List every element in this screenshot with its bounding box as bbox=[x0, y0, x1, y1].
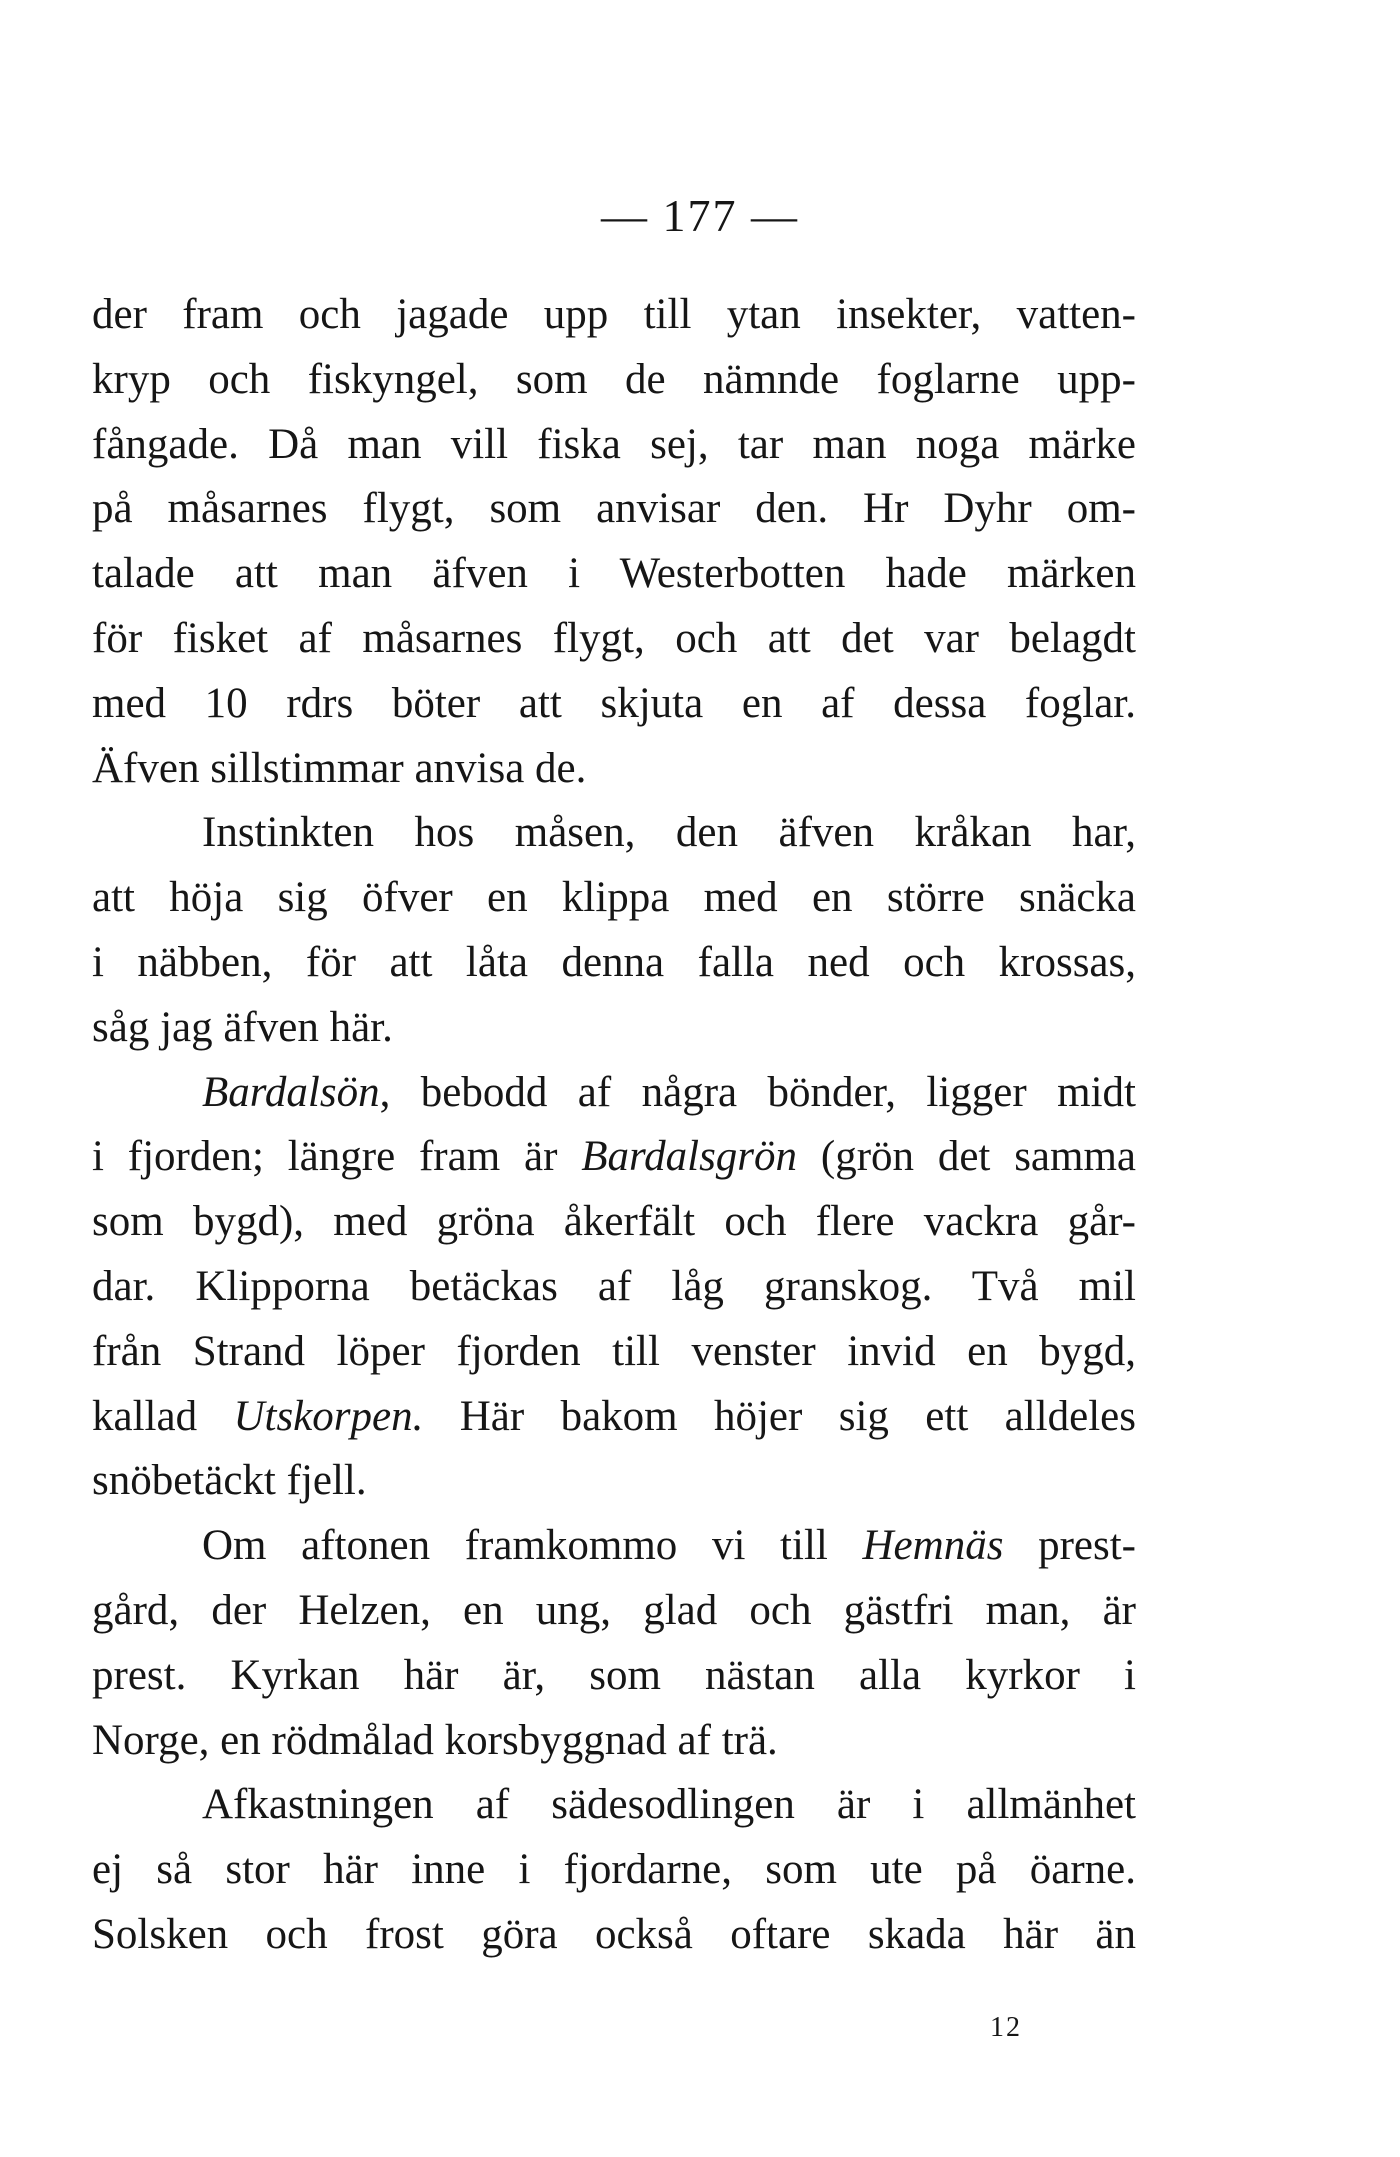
text-line bbox=[92, 1903, 1136, 1968]
text-segment: kallad bbox=[92, 1392, 234, 1440]
text-line bbox=[92, 1449, 1136, 1514]
text-line bbox=[92, 348, 1136, 413]
text-line bbox=[92, 1385, 1136, 1450]
text-line bbox=[92, 801, 1136, 866]
text-line bbox=[92, 607, 1136, 672]
italic-place-name: Hemnäs bbox=[862, 1522, 1004, 1570]
text-line bbox=[92, 1320, 1136, 1385]
text-line bbox=[92, 737, 1136, 802]
text-segment: talade att man äfven i Westerbotten hade märken bbox=[92, 550, 1136, 598]
text-line bbox=[92, 413, 1136, 478]
text-segment: Här bakom höjer sig ett alldeles bbox=[423, 1392, 1136, 1440]
text-line bbox=[92, 672, 1136, 737]
text-line bbox=[92, 1838, 1136, 1903]
text-line bbox=[92, 283, 1136, 348]
text-segment: i näbben, för att låta denna falla ned och krossas, bbox=[92, 938, 1136, 986]
text-line bbox=[92, 1644, 1136, 1709]
text-line bbox=[92, 542, 1136, 607]
text-segment: med 10 rdrs böter att skjuta en af dessa foglar. bbox=[92, 679, 1136, 727]
text-segment: ej så stor här inne i fjordarne, som ute på öarne. bbox=[92, 1846, 1136, 1894]
text-line bbox=[92, 996, 1136, 1061]
text-segment: prest. Kyrkan här är, som nästan alla kyrkor i bbox=[92, 1651, 1136, 1699]
text-segment: fångade. Då man vill fiska sej, tar man noga märke bbox=[92, 420, 1136, 468]
text-segment: Äfven sillstimmar anvisa de. bbox=[92, 744, 587, 792]
text-segment: Instinkten hos måsen, den äfven kråkan har, bbox=[202, 809, 1136, 857]
text-line bbox=[92, 1709, 1136, 1774]
text-segment: i fjorden; längre fram är bbox=[92, 1133, 582, 1181]
page-number: — 177 — bbox=[601, 190, 799, 241]
text-line bbox=[92, 1061, 1136, 1126]
italic-place-name: Utskorpen. bbox=[233, 1392, 424, 1440]
text-line bbox=[92, 1579, 1136, 1644]
text-segment: gård, der Helzen, en ung, glad och gästfri man, är bbox=[92, 1586, 1136, 1634]
text-line bbox=[92, 931, 1136, 996]
text-segment: kryp och fiskyngel, som de nämnde foglarne upp- bbox=[92, 355, 1136, 403]
body-text bbox=[92, 283, 1136, 1968]
text-segment: från Strand löper fjorden till venster invid en bygd, bbox=[92, 1327, 1136, 1375]
text-segment: prest- bbox=[1003, 1522, 1136, 1570]
text-segment: att höja sig öfver en klippa med en större snäcka bbox=[92, 874, 1136, 922]
text-segment: Solsken och frost göra också oftare skada här än bbox=[92, 1910, 1136, 1958]
text-segment: som bygd), med gröna åkerfält och flere vackra går- bbox=[92, 1198, 1136, 1246]
text-line bbox=[92, 1773, 1136, 1838]
italic-place-name: Bardalsgrön bbox=[581, 1133, 798, 1181]
text-line bbox=[92, 866, 1136, 931]
text-segment: , bebodd af några bönder, ligger midt bbox=[379, 1068, 1136, 1116]
text-segment: för fisket af måsarnes flygt, och att det var belagdt bbox=[92, 614, 1136, 662]
signature-mark: 12 bbox=[990, 2012, 1022, 2043]
text-segment: der fram och jagade upp till ytan insekter, vatten- bbox=[92, 291, 1136, 338]
text-segment: Norge, en rödmålad korsbyggnad af trä. bbox=[92, 1716, 778, 1764]
text-segment: Om aftonen framkommo vi till bbox=[202, 1522, 863, 1570]
text-line bbox=[92, 1190, 1136, 1255]
text-line bbox=[92, 1255, 1136, 1320]
text-segment: (grön det samma bbox=[797, 1133, 1136, 1181]
italic-place-name: Bardalsön bbox=[202, 1068, 380, 1116]
text-segment: på måsarnes flygt, som anvisar den. Hr Dyhr om- bbox=[92, 485, 1136, 533]
text-segment: Afkastningen af sädesodlingen är i allmänhet bbox=[202, 1781, 1136, 1829]
text-line bbox=[92, 1125, 1136, 1190]
text-line bbox=[92, 1514, 1136, 1579]
text-segment: dar. Klipporna betäckas af låg granskog. Två mil bbox=[92, 1262, 1136, 1310]
text-segment: såg jag äfven här. bbox=[92, 1003, 393, 1051]
text-segment: snöbetäckt fjell. bbox=[92, 1457, 367, 1505]
text-line bbox=[92, 477, 1136, 542]
